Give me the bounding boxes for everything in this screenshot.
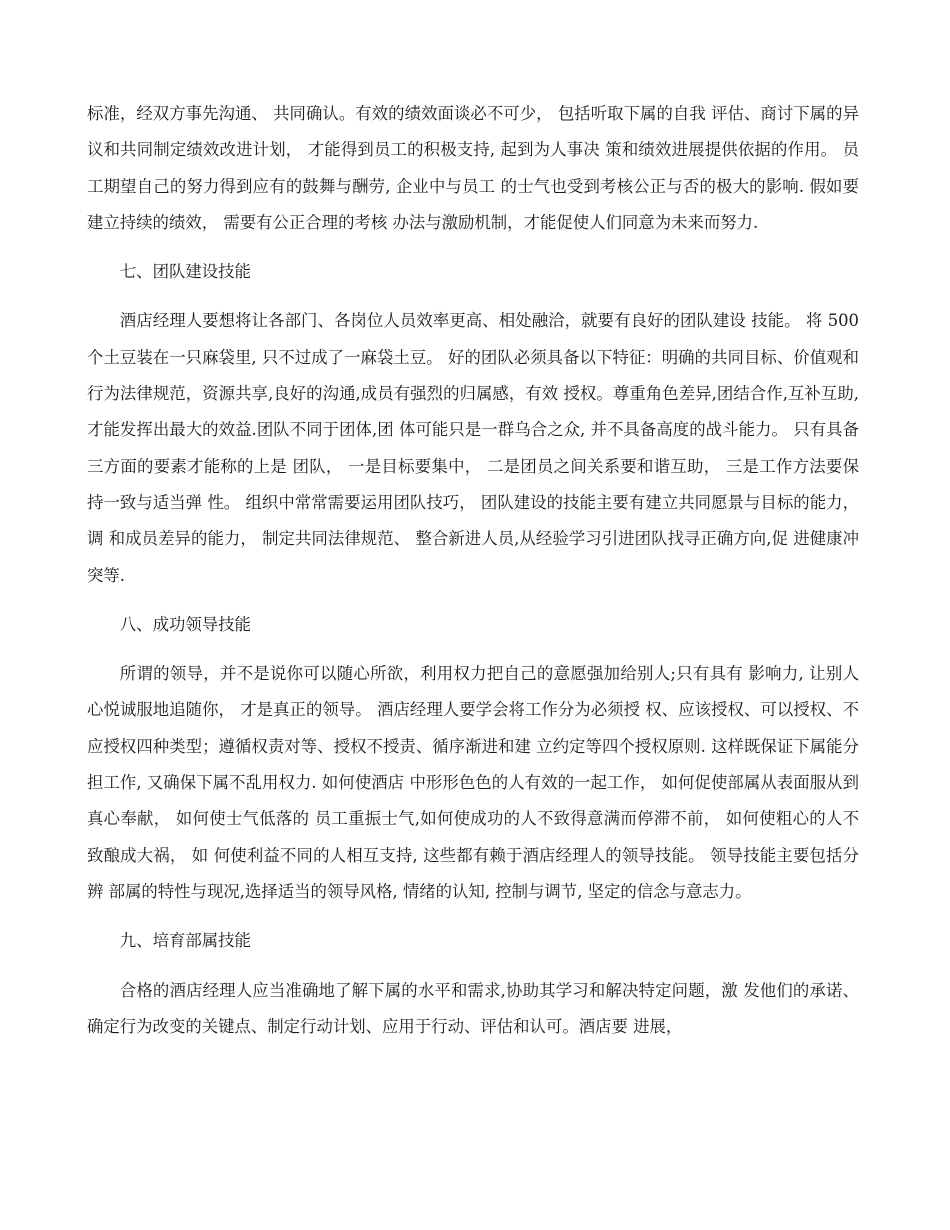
document-body <box>87 96 859 1045</box>
heading-subordinate-development: 九、培育部属技能 <box>119 931 251 951</box>
paragraph-team-building: 酒店经理人要想将让各部门、各岗位人员效率更高、相处融洽，就要有良好的团队建设 技能。 将 500 个土豆装在一只麻袋里, 只不过成了一麻袋土豆。 好的团队必须具备以下特征：明确的共同目标、价值观和行为法律规范，资源共享,良好的沟通,成员有强烈的归属感，有效 授权。尊重角色差异,团结合作,互补互助,才能发挥出最大的效益.团队不同于团体,团 体可能只是一群乌合之众, 并不具备高度的战斗能力。 只有具备三方面的要素才能称的上是 团队， 一是目标要集中， 二是团员之间关系要和谐互助， 三是工作方法要保持一致与适当弹 性。 组织中常常需要运用团队技巧， 团队建设的技能主要有建立共同愿景与目标的能力， 调 和成员差异的能力， 制定共同法律规范、 整合新进人员,从经验学习引进团队找寻正确方向,促 进健康冲突等. <box>87 311 859 585</box>
heading-leadership: 八、成功领导技能 <box>119 614 251 634</box>
heading-team-building: 七、团队建设技能 <box>119 262 251 282</box>
paragraph-performance-review: 标准，经双方事先沟通、 共同确认。有效的绩效面谈必不可少， 包括听取下属的自我 评估、商讨下属的异议和共同制定绩效改进计划， 才能得到员工的积极支持, 起到为人事决 策和绩效进展提供依据的作用。 员工期望自己的努力得到应有的鼓舞与酬劳, 企业中与员工 的士气也受到考核公正与否的极大的影响. 假如要建立持续的绩效， 需要有公正合理的考核 办法与激励机制，才能促使人们同意为未来而努力. <box>87 104 859 232</box>
paragraph-subordinate-development: 合格的酒店经理人应当准确地了解下属的水平和需求,协助其学习和解决特定问题，激 发他们的承诺、确定行为改变的关键点、制定行动计划、应用于行动、评估和认可。酒店要 进展， <box>87 980 859 1036</box>
paragraph-leadership: 所谓的领导，并不是说你可以随心所欲，利用权力把自己的意愿强加给别人;只有具有 影响力, 让别人心悦诚服地追随你， 才是真正的领导。 酒店经理人要学会将工作分为必须授 权、应该授权、可以授权、不应授权四种类型；遵循权责对等、授权不授责、循序渐进和建 立约定等四个授权原则. 这样既保证下属能分担工作, 又确保下属不乱用权力. 如何使酒店 中形形色色的人有效的一起工作， 如何促使部属从表面服从到真心奉献， 如何使士气低落的 员工重振士气,如何使成功的人不致得意满而停滞不前， 如何使粗心的人不致酿成大祸， 如 何使利益不同的人相互支持, 这些都有赖于酒店经理人的领导技能。 领导技能主要包括分辨 部属的特性与现况,选择适当的领导风格, 情绪的认知, 控制与调节, 坚定的信念与意志力。 <box>87 664 859 901</box>
